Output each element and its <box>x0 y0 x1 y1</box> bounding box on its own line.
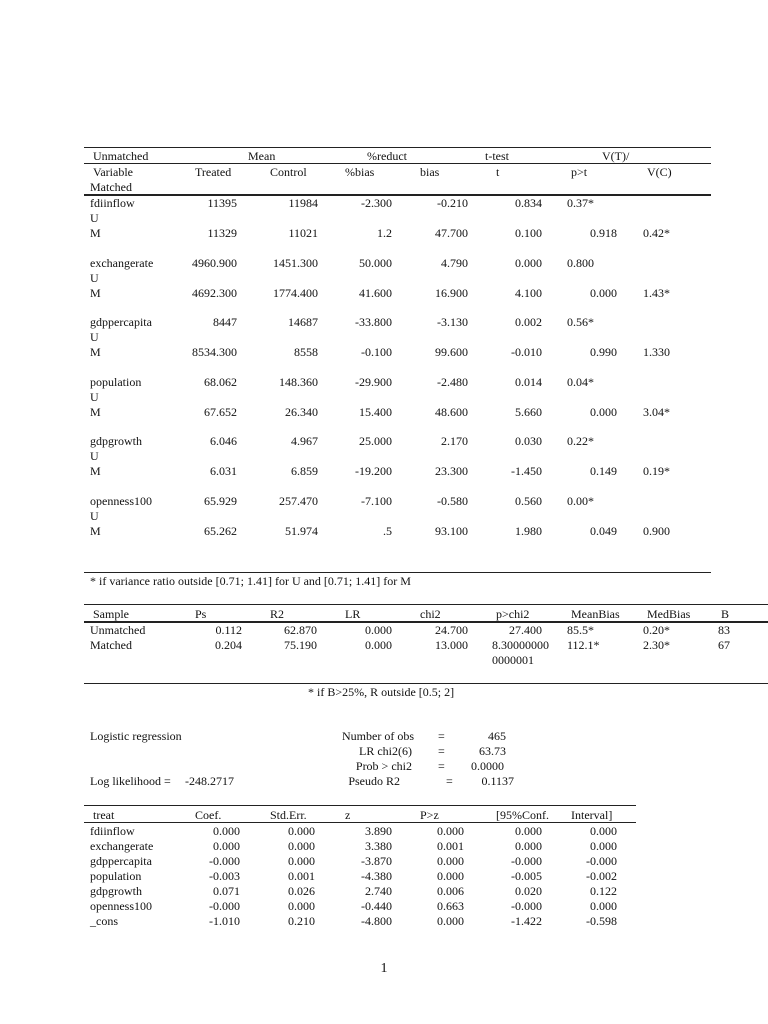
u-cell: 68.062 <box>204 374 237 389</box>
m-cell: 67.652 <box>204 404 237 419</box>
u-cell: 8447 <box>213 315 237 329</box>
cell: 0.000 <box>437 854 464 868</box>
u-cell: 4.790 <box>441 255 468 270</box>
cell: -0.002 <box>586 869 617 883</box>
u-cell: 0.04* <box>567 374 594 389</box>
row-label: exchangerate <box>90 839 154 853</box>
cell: 0.000 <box>437 869 464 883</box>
m-label: M <box>90 345 101 359</box>
row-label: population <box>90 869 142 883</box>
stat-eq: = <box>438 759 445 773</box>
cell: 0.071 <box>213 884 240 898</box>
m-label: M <box>90 523 101 538</box>
u-cell: 0.834 <box>515 196 542 210</box>
m-cell: -0.100 <box>361 345 392 359</box>
cell: -0.598 <box>586 914 617 928</box>
cell: 0.000 <box>590 899 617 913</box>
cell: 0.000 <box>213 824 240 838</box>
cell: 0.204 <box>215 638 242 652</box>
m-label: M <box>90 226 101 240</box>
sample-header-r2: R2 <box>270 607 285 621</box>
cell: 0.020 <box>515 884 542 898</box>
u-cell: 148.360 <box>279 374 318 389</box>
cell: -0.000 <box>209 854 240 868</box>
u-cell: 1451.300 <box>273 255 318 270</box>
u-cell: 2.170 <box>441 434 468 448</box>
logit-header-z: z <box>345 808 351 822</box>
m-cell: 1.2 <box>377 226 392 240</box>
rule-logit-header <box>84 822 636 823</box>
m-cell: 23.300 <box>435 464 468 478</box>
logit-header-interval: Interval] <box>571 808 613 822</box>
m-cell: 0.000 <box>590 285 617 300</box>
u-cell: 0.00* <box>567 493 594 508</box>
m-cell: 51.974 <box>285 523 318 538</box>
cell: 0.000 <box>288 824 315 838</box>
header-vratio: V(T)/ <box>602 149 630 163</box>
header-bias: bias <box>420 165 440 179</box>
cell: 0.000 <box>365 638 392 652</box>
m-cell: 4.100 <box>515 285 542 300</box>
cell: 0.000 <box>590 824 617 838</box>
header-control: Control <box>270 165 307 179</box>
u-cell: 0.030 <box>515 434 542 448</box>
m-cell: 41.600 <box>359 285 392 300</box>
header-vc: V(C) <box>647 165 672 179</box>
header-mean: Mean <box>248 149 276 163</box>
loglik-value: -248.2717 <box>185 774 234 788</box>
stat-eq: = <box>438 729 445 743</box>
cell: 0.006 <box>437 884 464 898</box>
cell: -0.005 <box>511 869 542 883</box>
logit-header-treat: treat <box>93 808 115 822</box>
m-cell: 48.600 <box>435 404 468 419</box>
header-ttest: t-test <box>485 149 509 163</box>
cell: 0.000 <box>288 899 315 913</box>
sample-header-medbias: MedBias <box>647 607 691 621</box>
u-cell: -7.100 <box>361 493 392 508</box>
rule-logit-top <box>84 805 636 806</box>
u-cell: 0.560 <box>515 493 542 508</box>
u-cell: 4.967 <box>291 434 318 448</box>
cell: -0.000 <box>511 899 542 913</box>
cell: 0.663 <box>437 899 464 913</box>
cell: 83 <box>718 623 730 637</box>
stat-value: 465 <box>488 729 506 743</box>
row-label: fdiinflow <box>90 824 135 838</box>
m-cell: 3.04* <box>643 404 670 419</box>
loglik-label: Log likelihood = <box>90 774 171 788</box>
header-matched: Matched <box>90 180 132 194</box>
m-cell: 65.262 <box>204 523 237 538</box>
cell: -1.010 <box>209 914 240 928</box>
m-cell: 11021 <box>288 226 318 240</box>
sample-header-meanbias: MeanBias <box>571 607 620 621</box>
balance-footnote: * if variance ratio outside [0.71; 1.41] for U and [0.71; 1.41] for M <box>90 574 411 588</box>
cell: -0.000 <box>209 899 240 913</box>
cell: 13.000 <box>435 638 468 652</box>
header-treated: Treated <box>195 165 232 179</box>
rule-sample-top <box>84 604 768 605</box>
cell: -1.422 <box>511 914 542 928</box>
cell: 0.000 <box>437 824 464 838</box>
cell: 112.1* <box>567 638 600 652</box>
u-cell: -2.480 <box>437 374 468 389</box>
m-cell: .5 <box>383 523 392 538</box>
cell: 0.000 <box>213 839 240 853</box>
cell: 62.870 <box>284 623 317 637</box>
u-cell: 25.000 <box>359 434 392 448</box>
u-cell: 50.000 <box>359 255 392 270</box>
variable-name: gdppercapita <box>90 315 152 329</box>
cell: 0.000 <box>437 914 464 928</box>
cell: 2.740 <box>365 884 392 898</box>
m-label: M <box>90 285 101 300</box>
u-cell: -0.580 <box>437 493 468 508</box>
cell: -0.000 <box>511 854 542 868</box>
variable-name: exchangerate <box>90 255 154 270</box>
stat-value: 0.1137 <box>481 774 514 788</box>
sample-header-ps: Ps <box>195 607 207 621</box>
u-label: U <box>90 508 99 523</box>
m-cell: 1.330 <box>643 345 670 359</box>
logit-header-se: Std.Err. <box>270 808 307 822</box>
cell: 3.380 <box>365 839 392 853</box>
cell: 3.890 <box>365 824 392 838</box>
u-cell: 0.37* <box>567 196 594 210</box>
u-cell: -0.210 <box>437 196 468 210</box>
cell: -0.003 <box>209 869 240 883</box>
stat-label: Prob > chi2 <box>355 759 412 773</box>
u-cell: -29.900 <box>355 374 392 389</box>
m-cell: 4692.300 <box>192 285 237 300</box>
header-unmatched: Unmatched <box>93 149 149 163</box>
u-cell: 0.000 <box>515 255 542 270</box>
m-cell: 6.031 <box>210 464 237 478</box>
m-cell: 6.859 <box>291 464 318 478</box>
cell-wrap: 0000001 <box>492 653 534 667</box>
u-cell: 0.22* <box>567 434 594 448</box>
m-cell: 11329 <box>207 226 237 240</box>
u-cell: 0.56* <box>567 315 594 329</box>
u-label: U <box>90 330 99 344</box>
variable-name: openness100 <box>90 493 152 508</box>
m-cell: -1.450 <box>511 464 542 478</box>
m-cell: 0.049 <box>590 523 617 538</box>
stat-label: Number of obs <box>342 729 414 743</box>
u-cell: 11984 <box>288 196 318 210</box>
header-pt: p>t <box>571 165 588 179</box>
m-cell: 0.990 <box>590 345 617 359</box>
m-cell: 99.600 <box>435 345 468 359</box>
cell: 85.5* <box>567 623 594 637</box>
stat-label: Pseudo R2 <box>348 774 400 788</box>
m-label: M <box>90 404 101 419</box>
header-variable: Variable <box>93 165 133 179</box>
u-cell: 6.046 <box>210 434 237 448</box>
page-number: 1 <box>380 961 388 976</box>
row-label: openness100 <box>90 899 152 913</box>
u-label: U <box>90 449 99 463</box>
u-label: U <box>90 211 99 225</box>
row-label: _cons <box>90 914 118 928</box>
m-cell: -19.200 <box>355 464 392 478</box>
cell: 27.400 <box>509 623 542 637</box>
u-cell: -3.130 <box>437 315 468 329</box>
sample-header-lr: LR <box>345 607 361 621</box>
rule-balance-bottom <box>84 572 711 573</box>
m-cell: 0.900 <box>643 523 670 538</box>
rule-sample-bottom <box>84 683 768 684</box>
m-cell: -0.010 <box>511 345 542 359</box>
cell: -4.380 <box>361 869 392 883</box>
sample-header-b: B <box>721 607 730 621</box>
u-cell: -33.800 <box>355 315 392 329</box>
cell: 0.210 <box>288 914 315 928</box>
cell: -4.800 <box>361 914 392 928</box>
m-cell: 0.918 <box>590 226 617 240</box>
header-t: t <box>496 165 500 179</box>
sample-header-pchi2: p>chi2 <box>496 607 530 621</box>
cell: 0.000 <box>365 623 392 637</box>
cell: 0.112 <box>215 623 242 637</box>
cell: 0.026 <box>288 884 315 898</box>
cell: 67 <box>718 638 730 652</box>
cell: Unmatched <box>90 623 146 637</box>
m-cell: 47.700 <box>435 226 468 240</box>
cell: 0.000 <box>515 839 542 853</box>
m-cell: 1774.400 <box>273 285 318 300</box>
m-cell: 0.42* <box>643 226 670 240</box>
logit-header-conf: [95%Conf. <box>496 808 549 822</box>
cell: 0.000 <box>288 839 315 853</box>
u-label: U <box>90 389 99 404</box>
stat-value: 0.0000 <box>471 759 504 773</box>
cell: -3.870 <box>361 854 392 868</box>
stat-eq: = <box>438 744 445 758</box>
header-reduct: %reduct <box>367 149 407 163</box>
m-cell: 0.000 <box>590 404 617 419</box>
cell: 24.700 <box>435 623 468 637</box>
u-cell: 0.002 <box>515 315 542 329</box>
u-cell: -2.300 <box>361 196 392 210</box>
m-cell: 1.980 <box>515 523 542 538</box>
stat-eq: = <box>446 774 453 788</box>
cell: 0.000 <box>590 839 617 853</box>
u-cell: 257.470 <box>279 493 318 508</box>
m-cell: 16.900 <box>435 285 468 300</box>
variable-name: population <box>90 374 142 389</box>
stat-value: 63.73 <box>479 744 506 758</box>
cell: 75.190 <box>284 638 317 652</box>
m-cell: 0.100 <box>515 226 542 240</box>
u-cell: 0.014 <box>515 374 542 389</box>
m-cell: 26.340 <box>285 404 318 419</box>
m-cell: 8558 <box>294 345 318 359</box>
row-label: gdppercapita <box>90 854 152 868</box>
m-cell: 15.400 <box>359 404 392 419</box>
header-pctbias: %bias <box>345 165 375 179</box>
u-cell: 0.800 <box>567 255 594 270</box>
u-cell: 65.929 <box>204 493 237 508</box>
m-cell: 0.19* <box>643 464 670 478</box>
u-cell: 11395 <box>207 196 237 210</box>
m-cell: 93.100 <box>435 523 468 538</box>
stat-label: LR chi2(6) <box>359 744 412 758</box>
rule-top <box>84 147 711 148</box>
cell: 2.30* <box>643 638 670 652</box>
m-cell: 0.149 <box>590 464 617 478</box>
m-cell: 5.660 <box>515 404 542 419</box>
m-cell: 8534.300 <box>192 345 237 359</box>
variable-name: fdiinflow <box>90 196 135 210</box>
cell: 0.001 <box>437 839 464 853</box>
m-label: M <box>90 464 101 478</box>
u-label: U <box>90 270 99 285</box>
logit-header-p: P>z <box>420 808 439 822</box>
cell: 8.30000000 <box>492 638 549 652</box>
cell: 0.000 <box>288 854 315 868</box>
cell: 0.000 <box>515 824 542 838</box>
cell: 0.122 <box>590 884 617 898</box>
rule-header <box>84 163 711 164</box>
sample-header-chi2: chi2 <box>420 607 441 621</box>
cell: 0.20* <box>643 623 670 637</box>
row-label: gdpgrowth <box>90 884 142 898</box>
m-cell: 1.43* <box>643 285 670 300</box>
sample-footnote: * if B>25%, R outside [0.5; 2] <box>308 685 455 699</box>
u-cell: 4960.900 <box>192 255 237 270</box>
logit-header-coef: Coef. <box>195 808 222 822</box>
cell: -0.440 <box>361 899 392 913</box>
sample-header-sample: Sample <box>93 607 129 621</box>
cell: -0.000 <box>586 854 617 868</box>
variable-name: gdpgrowth <box>90 434 142 448</box>
cell: 0.001 <box>288 869 315 883</box>
u-cell: 14687 <box>288 315 318 329</box>
cell: Matched <box>90 638 132 652</box>
logit-title: Logistic regression <box>90 729 182 743</box>
